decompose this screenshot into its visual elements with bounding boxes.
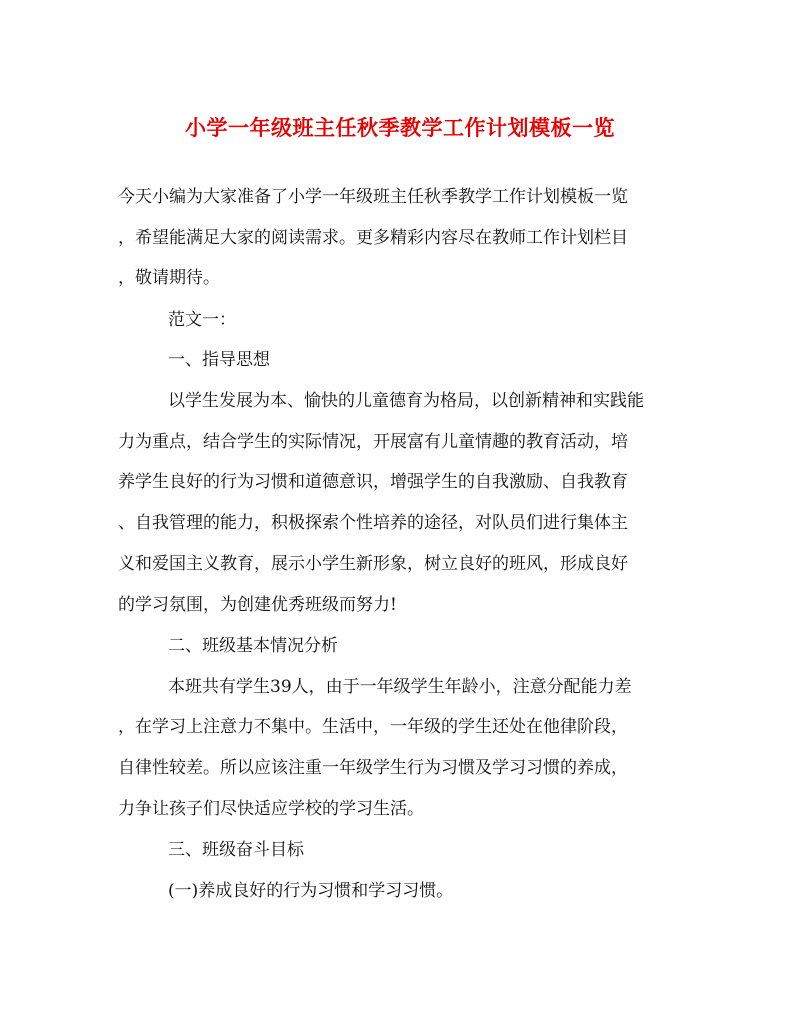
paragraph-2-line-2: ，在学习上注意力不集中。生活中，一年级的学生还处在他律阶段， xyxy=(118,717,628,737)
paragraph-2-line-1: 本班共有学生39人，由于一年级学生年龄小，注意分配能力差 xyxy=(168,677,632,697)
paragraph-1-line-2: 力为重点，结合学生的实际情况，开展富有儿童情趣的教育活动，培 xyxy=(118,432,628,452)
document-title: 小学一年级班主任秋季教学工作计划模板一览 xyxy=(185,115,615,140)
intro-line-3: ，敬请期待。 xyxy=(118,268,220,288)
subsection-heading-1: (一)养成良好的行为习惯和学习习惯。 xyxy=(168,881,454,901)
section-heading-1: 一、指导思想 xyxy=(168,350,270,370)
section-heading-3: 三、班级奋斗目标 xyxy=(168,840,304,860)
sample-heading: 范文一： xyxy=(168,310,236,330)
paragraph-1-line-5: 义和爱国主义教育，展示小学生新形象，树立良好的班风，形成良好 xyxy=(118,554,628,574)
section-heading-2: 二、班级基本情况分析 xyxy=(168,636,338,656)
paragraph-1-line-3: 养学生良好的行为习惯和道德意识，增强学生的自我激励、自我教育 xyxy=(118,472,628,492)
intro-line-1: 今天小编为大家准备了小学一年级班主任秋季教学工作计划模板一览 xyxy=(118,187,628,207)
intro-line-2: ，希望能满足大家的阅读需求。更多精彩内容尽在教师工作计划栏目 xyxy=(118,228,628,248)
paragraph-2-line-4: 力争让孩子们尽快适应学校的学习生活。 xyxy=(118,799,424,819)
paragraph-2-line-3: 自律性较差。所以应该注重一年级学生行为习惯及学习习惯的养成， xyxy=(118,758,628,778)
paragraph-1-line-1: 以学生发展为本、愉快的儿童德育为格局，以创新精神和实践能 xyxy=(168,391,644,411)
paragraph-1-line-4: 、自我管理的能力，积极探索个性培养的途径，对队员们进行集体主 xyxy=(118,513,628,533)
paragraph-1-line-6: 的学习氛围，为创建优秀班级而努力! xyxy=(118,595,397,615)
